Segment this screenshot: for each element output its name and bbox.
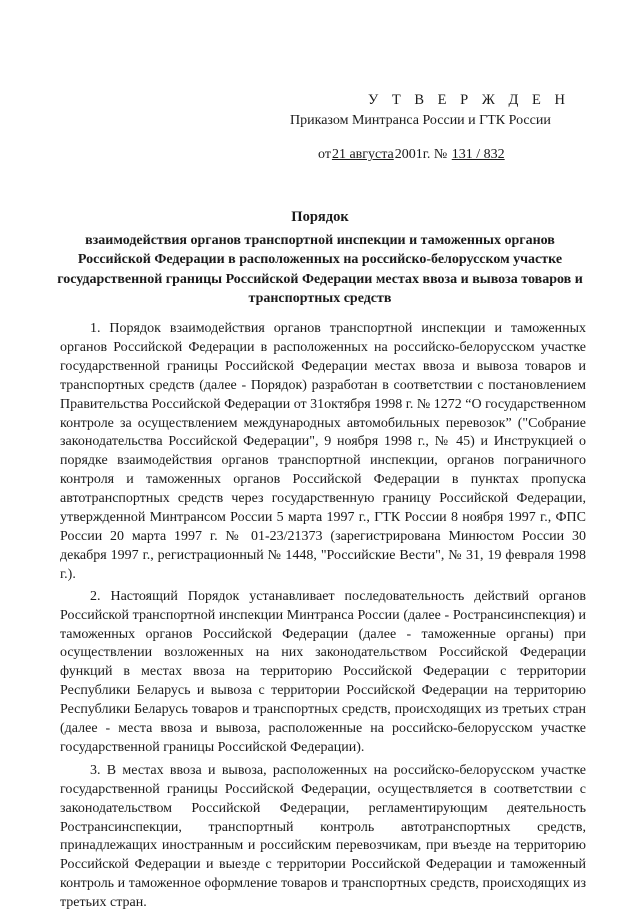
number-value: 131 / 832 bbox=[451, 147, 505, 162]
paragraph-2: 2. Настоящий Порядок устанавливает последовательность действий органов Российской транспортной инспекции Минтранса России (далее - Ространсинспекция) и таможенных органов Российской Федерации (далее - таможенные органы) при осуществлении возложенных на них законодательством Российской Федерации функций в местах ввоза на территорию Российской Федерации с территории Республики Беларусь и вывоза с территории Российской Федерации на территорию Республики Беларусь товаров и транспортных средств, происходящих из третьих стран (далее - места ввоза и вывоза, расположенные на российско-белорусском участке государственной границы Российской Федерации). bbox=[60, 588, 586, 755]
date-prefix: от bbox=[318, 147, 331, 162]
date-value: 21 августа bbox=[331, 147, 394, 162]
paragraph-1: 1. Порядок взаимодействия органов транспортной инспекции и таможенных органов Российской Федерации в расположенных на российско-белорусском участке государственной границы Российской Федерации местах ввоза и вывоза товаров и транспортных средств (далее - Порядок) разработан в соответствии с постановлением Правительства Российской Федерации от 31октября 1998 г. № 1272 “О государственном контроле за осуществлением международных автомобильных перевозок” ("Собрание законодательства Российской Федерации", 9 ноября 1998 г., № 45) и Инструкцией о порядке взаимодействия органов транспортной инспекции, органов пограничного контроля и таможенных органов Российской Федерации в пунктах пропуска автотранспортных средств через государственную границу Российской Федерации, утвержденной Минтрансом России 5 марта 1997 г., ГТК России 8 ноября 1997 г., ФПС России 20 марта 1997 г. № 01-23/21373 (зарегистрирована Минюстом России 30 декабря 1997 г., регистрационный № 1448, "Российские Вести", № 31, 19 февраля 1998 г.). bbox=[60, 321, 586, 582]
approval-stamp: У Т В Е Р Ж Д Е Н bbox=[368, 92, 570, 108]
number-prefix: № bbox=[433, 147, 448, 162]
approval-block bbox=[290, 92, 590, 163]
document-title-block bbox=[50, 208, 590, 309]
date-year: 2001г. bbox=[394, 147, 431, 162]
document-body bbox=[60, 320, 586, 916]
approval-date-line bbox=[318, 147, 590, 163]
document-title: Порядок bbox=[291, 209, 349, 225]
approval-order: Приказом Минтранса России и ГТК России bbox=[290, 113, 551, 128]
paragraph-3: 3. В местах ввоза и вывоза, расположенных на российско-белорусском участке государственной границы Российской Федерации, осуществляется в соответствии с законодательством Российской Федерации, регламентирующим деятельность Ространсинспекции, транспортный контроль автотранспортных средств, принадлежащих иностранным и российским перевозчикам, при въезде на территорию Российской Федерации и выезде с территории Российской Федерации и таможенный контроль и таможенное оформление товаров и транспортных средств, происходящих из третьих стран. bbox=[60, 762, 586, 911]
document-subtitle: взаимодействия органов транспортной инспекции и таможенных органов Российской Федерации в расположенных на российско-белорусском участке государственной границы Российской Федерации местах ввоза и вывоза товаров и транспортных средств bbox=[57, 232, 583, 306]
